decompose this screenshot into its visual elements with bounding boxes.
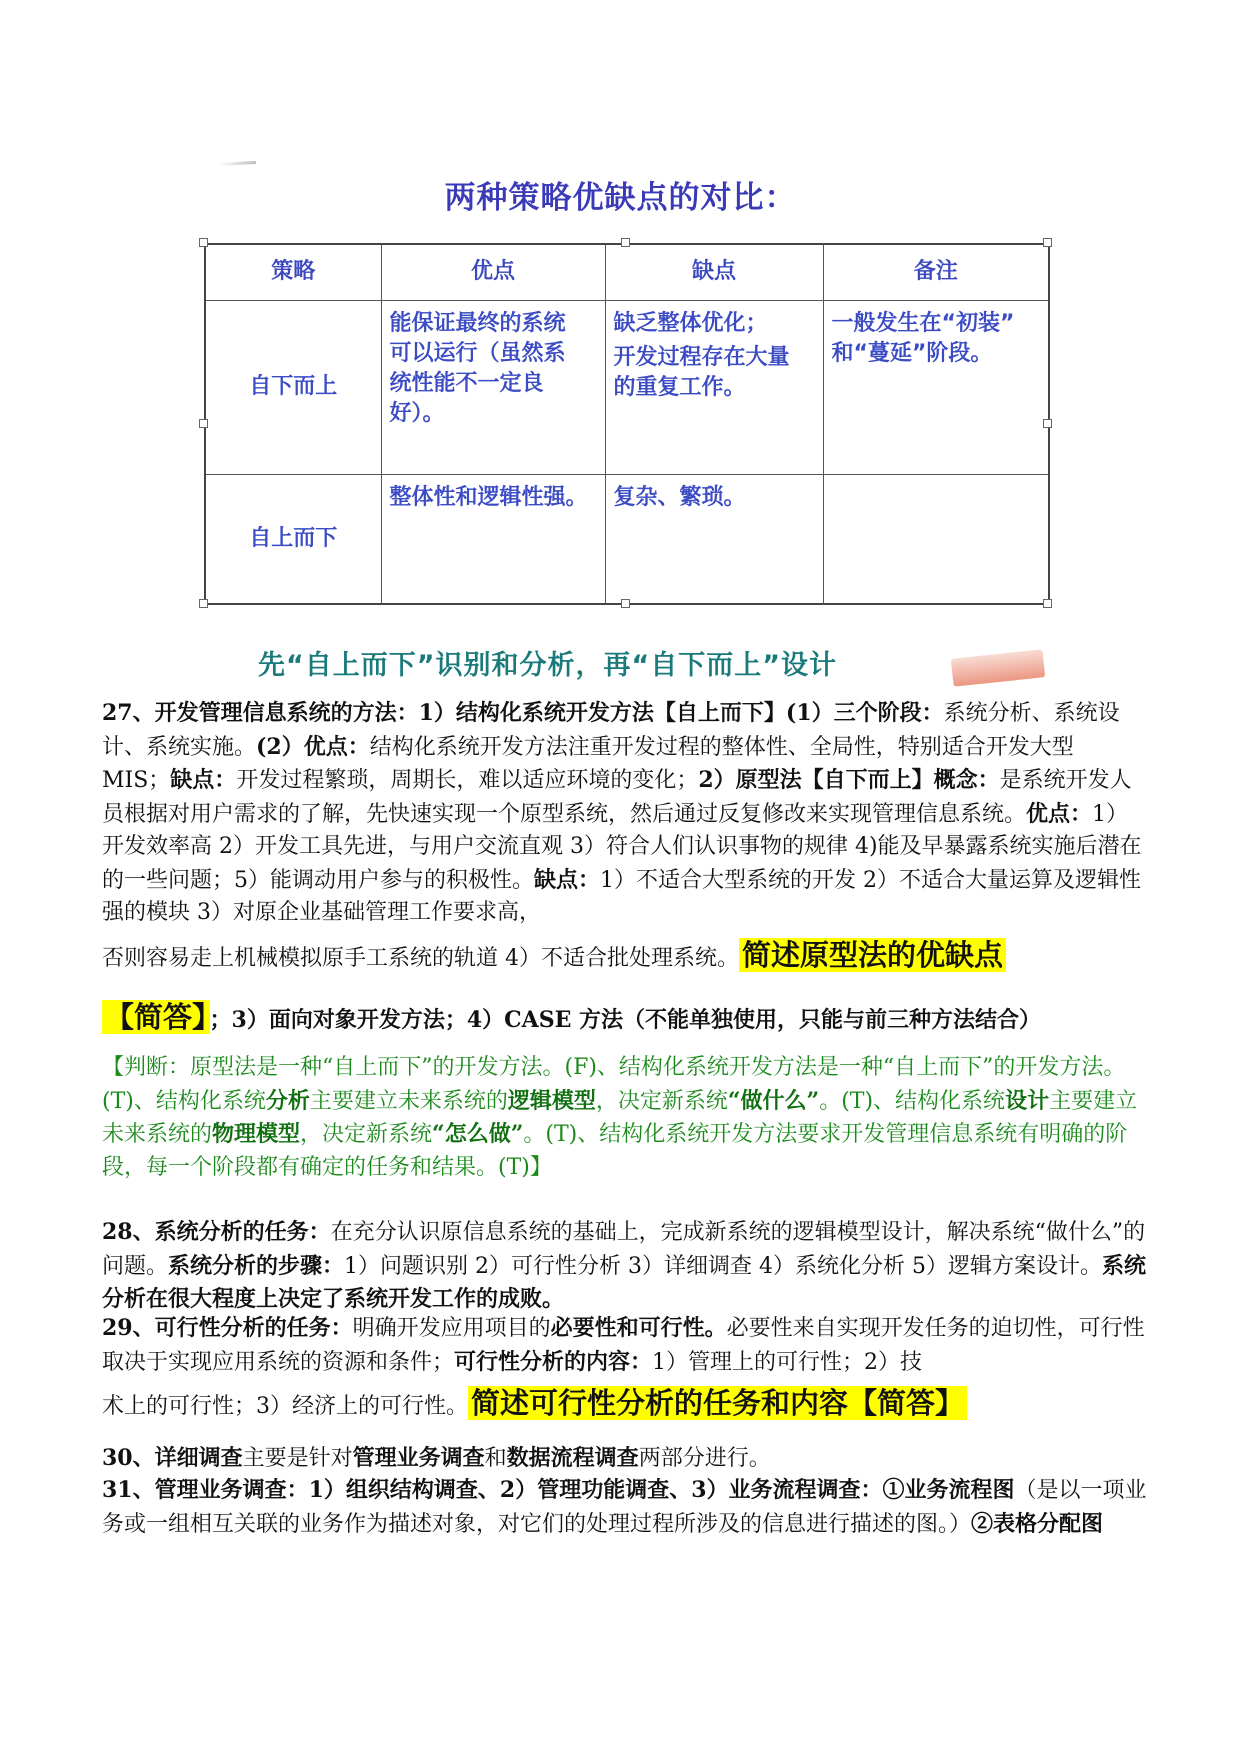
text-bold: 27、开发管理信息系统的方法：1）结构化系统开发方法【自上而下】(1）三个阶段： <box>102 700 944 726</box>
text: 否则容易走上机械模拟原手工系统的轨道 4）不适合批处理系统。 <box>102 946 739 971</box>
table-row <box>205 474 1049 604</box>
scan-artifact <box>218 161 256 166</box>
header-cell: 策略 <box>205 244 381 300</box>
text-bold: 28、系统分析的任务： <box>102 1219 331 1245</box>
text: ，决定新系统 <box>300 1122 433 1147</box>
text-bold: “做什么” <box>727 1087 820 1114</box>
text-bold: 必要性和可行性。 <box>550 1315 727 1341</box>
cell-line: 好）。 <box>389 400 445 426</box>
text-bold: 31、管理业务调查：1）组织结构调查、2）管理功能调查、3）业务流程调查：①业务流程图 <box>102 1477 1015 1503</box>
resize-handle[interactable] <box>621 599 630 608</box>
header-cell: 备注 <box>823 244 1049 300</box>
text-bold: 数据流程调查 <box>506 1445 639 1471</box>
text-bold: 管理业务调查 <box>352 1445 485 1471</box>
resize-handle[interactable] <box>1043 238 1052 247</box>
text-bold: 可行性分析的内容： <box>454 1348 653 1375</box>
text-bold: 30、详细调查 <box>102 1445 243 1471</box>
text-bold: (2）优点： <box>256 733 370 760</box>
header-cell: 缺点 <box>605 244 823 300</box>
text-bold: 设计 <box>1005 1087 1050 1114</box>
paragraph-27-end <box>102 996 1148 1038</box>
resize-handle[interactable] <box>199 599 208 608</box>
cell-line: 缺乏整体优化； <box>613 310 768 336</box>
text: 1）管理上的可行性；2）技 <box>652 1349 923 1375</box>
cell-line: 的重复工作。 <box>613 374 746 400</box>
pros-cell <box>381 300 605 474</box>
note-cell <box>823 474 1049 604</box>
cell-line: 开发过程存在大量 <box>613 344 790 370</box>
text: ，决定新系统 <box>595 1088 728 1114</box>
judgement-block <box>102 1052 1148 1184</box>
resize-handle[interactable] <box>199 419 208 428</box>
text-bold: 优点： <box>1026 800 1093 827</box>
text: 术上的可行性；3）经济上的可行性。 <box>102 1394 468 1419</box>
header-cell: 优点 <box>381 244 605 300</box>
highlight-question: 简述原型法的优缺点 <box>739 938 1006 972</box>
cell-line: 和“蔓延”阶段。 <box>831 340 993 366</box>
text: 。(T)、结构化系统开发方法要求开发管理信息系统有明确的阶段，每一个阶段都有确定的任务和结果。(T)】 <box>102 1122 1128 1180</box>
text: 1）开发效率高 2）开发工具先进，与用户交流直观 3）符合人们认识事物的规律 4)能及早暴露系统实施后潜在的一些问题；5）能调动用户参与的积极性。 <box>102 801 1142 893</box>
table-row <box>205 300 1049 474</box>
cell-line: 复杂、繁琐。 <box>613 484 746 510</box>
cell-line: 整体性和逻辑性强。 <box>389 484 588 510</box>
text-bold: 缺点： <box>534 866 601 893</box>
text: 主要是针对 <box>242 1446 353 1471</box>
text: 和 <box>484 1446 507 1471</box>
text-bold: 29、可行性分析的任务： <box>102 1315 353 1341</box>
pros-cell <box>381 474 605 604</box>
table-header-row <box>205 244 1049 300</box>
text: 明确开发应用项目的 <box>352 1316 551 1341</box>
text: 主要建立未来系统的 <box>102 1088 1138 1147</box>
text: 两部分进行。 <box>638 1446 771 1471</box>
resize-handle[interactable] <box>199 238 208 247</box>
paragraph-27 <box>102 697 1148 930</box>
text-bold: 系统分析在很大程度上决定了系统开发工作的成败。 <box>102 1252 1147 1312</box>
text-bold: 物理模型 <box>212 1121 301 1147</box>
text: 【判断：原型法是一种“自上而下”的开发方法。(F)、结构化系统开发方法是一种“自上而下”的开发方法。(T)、结构化系统 <box>102 1055 1126 1114</box>
paragraph-31 <box>102 1474 1148 1541</box>
strategy-cell: 自下而上 <box>205 300 381 474</box>
text-bold: 分析 <box>265 1087 310 1114</box>
text: 是系统开发人员根据对用户需求的了解，先快速实现一个原型系统，然后通过反复修改来实现管理信息系统。 <box>102 768 1132 827</box>
text: 1）问题识别 2）可行性分析 3）详细调查 4）系统化分析 5）逻辑方案设计。 <box>344 1253 1102 1279</box>
comparison-table <box>204 243 1050 605</box>
highlight-question: 简述可行性分析的任务和内容【简答】 <box>468 1386 967 1420</box>
text-bold: ；3）面向对象开发方法；4）CASE 方法（不能单独使用，只能与前三种方法结合） <box>209 1007 1042 1033</box>
highlight-tag: 【简答】 <box>102 1000 210 1034</box>
paragraph-28 <box>102 1216 1148 1317</box>
text: 结构化系统开发方法注重开发过程的整体性、全局性，特别适合开发大型 MIS； <box>102 734 1074 793</box>
cons-cell <box>605 300 823 474</box>
text-bold: ②表格分配图 <box>971 1510 1104 1537</box>
text: 1）不适合大型系统的开发 2）不适合大量运算及逻辑性强的模块 3）对原企业基础管理工作要求高， <box>102 867 1142 925</box>
cell-line: 能保证最终的系统 <box>389 310 566 336</box>
text: 。(T)、结构化系统 <box>819 1088 1006 1114</box>
resize-handle[interactable] <box>621 238 630 247</box>
watermark-stamp-icon <box>951 649 1045 686</box>
text: （是以一项业务或一组相互关联的业务作为描述对象，对它们的处理过程所涉及的信息进行描述的图。） <box>102 1478 1147 1537</box>
text-bold: 2）原型法【自下而上】概念： <box>698 767 1000 793</box>
text: 系统分析、系统设计、系统实施。 <box>102 701 1120 760</box>
figure-caption: 先“自上而下”识别和分析，再“自下而上”设计 <box>258 650 837 681</box>
resize-handle[interactable] <box>1043 419 1052 428</box>
text: 在充分认识原信息系统的基础上，完成新系统的逻辑模型设计，解决系统“做什么”的问题。 <box>102 1220 1146 1279</box>
text: 必要性来自实现开发任务的迫切性，可行性取决于实现应用系统的资源和条件； <box>102 1316 1145 1375</box>
paragraph-30 <box>102 1442 1148 1476</box>
cell-line: 可以运行（虽然系 <box>389 340 566 366</box>
figure-title: 两种策略优缺点的对比： <box>444 180 797 216</box>
strategy-cell: 自上而下 <box>205 474 381 604</box>
cell-line: 统性能不一定良 <box>389 370 544 396</box>
text-bold: 缺点： <box>170 767 237 793</box>
text: 主要建立未来系统的 <box>309 1088 508 1114</box>
note-cell <box>823 300 1049 474</box>
cons-cell <box>605 474 823 604</box>
paragraph-29 <box>102 1312 1148 1379</box>
text-bold: “怎么做” <box>432 1121 524 1147</box>
cell-line: 一般发生在“初装” <box>831 310 1015 336</box>
paragraph-27-cont <box>102 934 1148 976</box>
resize-handle[interactable] <box>1043 599 1052 608</box>
text-bold: 系统分析的步骤： <box>168 1252 345 1279</box>
text-bold: 逻辑模型 <box>507 1087 596 1114</box>
paragraph-29-cont <box>102 1382 1148 1424</box>
text: 开发过程繁琐，周期长，难以适应环境的变化； <box>236 768 699 793</box>
